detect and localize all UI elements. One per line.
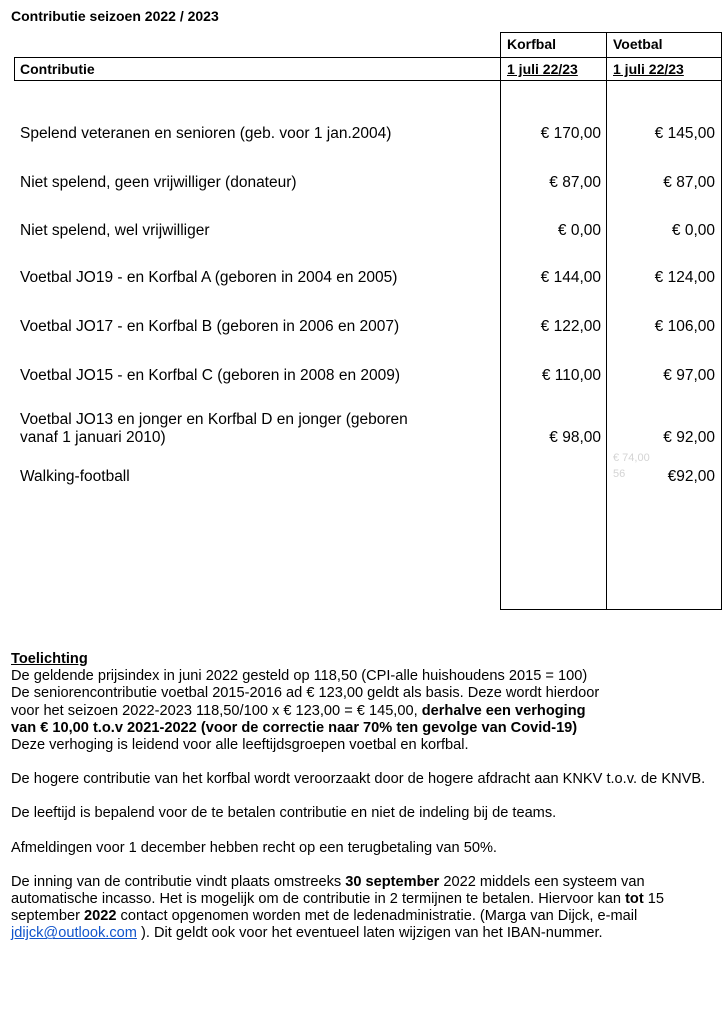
p5-f-bold: 2022 [84, 908, 117, 925]
p5-d-bold: tot [625, 891, 644, 908]
p5-a: De inning van de contributie vindt plaats omstreeks [11, 873, 346, 890]
row-label-jo15: Voetbal JO15 - en Korfbal C (geboren in 2008 en 2009) [20, 367, 401, 384]
row-label-jo13-line2: vanaf 1 januari 2010) [20, 429, 166, 446]
contributie-row-header: Contributie [20, 61, 95, 77]
row-voetbal-jo13: € 92,00 [663, 429, 715, 446]
row-korfbal-jo17: € 122,00 [540, 318, 601, 335]
p1-line4-bold: van € 10,00 t.o.v 2021-2022 (voor de correctie naar 70% ten gevolge van Covid-19) [11, 719, 578, 736]
toelichting-paragraph-5 [11, 874, 721, 943]
row-voetbal-senioren: € 145,00 [654, 125, 715, 142]
row-voetbal-walking-football: €92,00 [667, 468, 715, 485]
p1-line2: De seniorencontributie voetbal 2015-2016 ad € 123,00 geldt als basis. Deze wordt hierdoor [11, 685, 600, 702]
toelichting-paragraph-4: Afmeldingen voor 1 december hebben recht op een terugbetaling van 50%. [11, 839, 497, 856]
row-voetbal-jo15: € 97,00 [663, 367, 715, 384]
korfbal-date-header: 1 juli 22/23 [507, 61, 578, 77]
p1-line3: voor het seizoen 2022-2023 118,50/100 x € 123,00 = € 145,00, [11, 702, 422, 719]
table-header-rule [14, 57, 722, 58]
p1-line3-bold: derhalve een verhoging [421, 702, 586, 719]
row-korfbal-vrijwilliger: € 0,00 [557, 222, 601, 239]
p1-line1: De geldende prijsindex in juni 2022 gesteld op 118,50 (CPI-alle huishoudens 2015 = 100) [11, 668, 588, 685]
row-korfbal-senioren: € 170,00 [540, 125, 601, 142]
toelichting-section [11, 651, 719, 960]
table-left-border [14, 57, 15, 81]
table-top-rule [500, 32, 722, 33]
voetbal-date-header: 1 juli 22/23 [613, 61, 684, 77]
toelichting-paragraph-3: De leeftijd is bepalend voor de te betalen contributie en niet de indeling bij de teams. [11, 805, 557, 822]
row-voetbal-jo19: € 124,00 [654, 269, 715, 286]
row-voetbal-jo17: € 106,00 [654, 318, 715, 335]
faint-ghost-text: € 74,00 [613, 452, 650, 464]
row-korfbal-donateur: € 87,00 [549, 174, 601, 191]
row-korfbal-jo15: € 110,00 [541, 367, 601, 384]
korfbal-column-left-border [500, 32, 501, 610]
row-voetbal-vrijwilliger: € 0,00 [671, 222, 715, 239]
voetbal-column-left-border [606, 32, 607, 610]
table-right-border [721, 32, 722, 610]
table-header-bottom-rule [14, 80, 722, 81]
p5-h: ). Dit geldt ook voor het eventueel laten wijzigen van het IBAN-nummer. [136, 925, 603, 942]
table-bottom-rule [500, 609, 722, 610]
p5-c: 2022 middels een systeem van automatische incasso. Het is mogelijk om de contributie in 2 termijnen te betalen. Hiervoor kan [11, 873, 645, 908]
row-voetbal-donateur: € 87,00 [663, 174, 715, 191]
row-label-vrijwilliger: Niet spelend, wel vrijwilliger [20, 222, 210, 239]
p5-g: contact opgenomen worden met de ledenadministratie. (Marga van Dijck, e-mail [116, 908, 638, 925]
row-korfbal-jo13: € 98,00 [549, 429, 601, 446]
voetbal-column-header: Voetbal [613, 36, 663, 52]
page-title: Contributie seizoen 2022 / 2023 [11, 8, 219, 24]
row-label-donateur: Niet spelend, geen vrijwilliger (donateur) [20, 174, 297, 191]
p5-b-bold: 30 september [345, 873, 440, 890]
p1-line5: Deze verhoging is leidend voor alle leeftijdsgroepen voetbal en korfbal. [11, 737, 469, 754]
p5-e: 15 september [11, 891, 664, 925]
toelichting-heading: Toelichting [11, 651, 88, 667]
row-label-jo13-line1: Voetbal JO13 en jonger en Korfbal D en jonger (geboren [20, 411, 408, 428]
korfbal-column-header: Korfbal [507, 36, 556, 52]
row-label-jo19: Voetbal JO19 - en Korfbal A (geboren in 2004 en 2005) [20, 269, 398, 286]
row-korfbal-jo19: € 144,00 [540, 269, 601, 286]
row-label-walking-football: Walking-football [20, 468, 130, 485]
toelichting-paragraph-1 [11, 651, 719, 754]
toelichting-paragraph-2: De hogere contributie van het korfbal wordt veroorzaakt door de hogere afdracht aan KNKV t.o.v. de KNVB. [11, 771, 706, 788]
row-label-jo17: Voetbal JO17 - en Korfbal B (geboren in 2006 en 2007) [20, 318, 400, 335]
email-link[interactable]: jdijck@outlook.com [11, 925, 137, 942]
row-label-senioren: Spelend veteranen en senioren (geb. voor 1 jan.2004) [20, 125, 392, 142]
faint-ghost-text-2: 56 [613, 468, 626, 480]
